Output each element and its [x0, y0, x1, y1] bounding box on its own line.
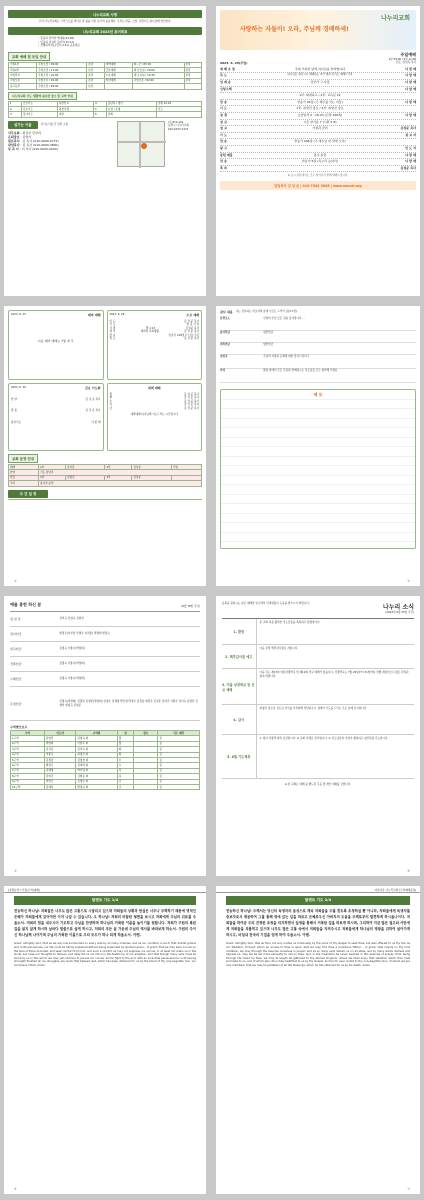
memo-box [220, 389, 416, 549]
page-number: ④ [14, 869, 17, 873]
ops-table [8, 464, 202, 487]
page-number: ⑦ [407, 1187, 410, 1191]
wed-row: 인 도 김 성 준 목사 [109, 320, 199, 323]
map-icon [118, 122, 166, 168]
service-time: 1부 09:00 / 2부 11:00 [388, 58, 416, 61]
friday-row: 말 씀 김 성 준 목사 [11, 409, 101, 413]
sermon-label: 주일예배 [400, 52, 416, 57]
list-item: 성 경 요한일서 2 : 18-23 (신약 390쪽) 다 함 께 [220, 113, 416, 120]
dawn-title: 새벽 예배 [147, 386, 161, 390]
news-footer-note: ※ 본 교회는 예배 중 핸드폰 무음 및 개인 대화를 금합니다. [284, 783, 352, 787]
page3-right [216, 596, 420, 876]
page1-right [216, 6, 420, 296]
prayer-korean: 전능하신 하나님! 저희들은 너무도 많은 고통으로 시달리고 있으며 저희들의 상황과 현실은 너무나 무력하기 때문에 영적인 은혜가 저희들에게 있어야만 이겨 나갈 수 있습니다. 오 하나님! 저희의 비참한 형편을 보시고 저희에게 주님의 위로를 주옵소서. 저희의 힘을 내주시어 기도하고 주님을 찬양하며 하나님의 거룩한 이름을 높이기를 원합니다. 저희가 구원의 복된 길을 잃지 않게 하시며 날마다 말씀으로 살게 하시고, 저희의 모든 삶 가운데 주님의 역사를 바라보게 하소서. 구원의 주이신 하나님께 나아가며 주님의 거룩한 이름으로 우리 모두가 하나 되게 하옵소서. 아멘. [14, 909, 196, 938]
list-item: 건축헌금 일반헌금 [220, 343, 416, 355]
prayer-title: 탈렌트 기도 2/4 [226, 896, 410, 905]
table-row: 예배 1부 김성준 2부 김성준 주일 [9, 465, 202, 470]
ops-title: 교회 운영 안내 [8, 454, 38, 463]
schedule-table [10, 730, 200, 790]
theme-text: 다음 테마 예배는 7월 첫 주 [37, 339, 74, 343]
table-row: 주차 봉사자 순번 [9, 481, 202, 486]
dawn-row: 수 김 성 준 목사 [109, 399, 199, 403]
offerings-list [10, 611, 200, 721]
list-item: 구제헌금 김영숙 이종수(박정희) [10, 672, 200, 687]
prayer-header: 아름다운 나누리교회 [구역예배공과] [216, 889, 420, 893]
page3-left [4, 596, 206, 876]
wed-row: 설 교 재미와 교회생활 김 성 준 목사 [109, 330, 199, 334]
theme-item: • 믿음의 섬김자 로마서(12:11) [38, 40, 75, 44]
table-row: 구역 인도자 구역원 일 장소 기도 제목 [11, 731, 200, 736]
worship-table [8, 62, 202, 90]
leader: 인도: 담임목 목사 [395, 61, 416, 65]
page4-right [216, 886, 420, 1194]
table-row: 3 집사기도 대한 6 본회 [9, 112, 202, 117]
dawn-row: 목 김 성 준 목사 [109, 403, 199, 407]
table-row: 8구역 김의진 김현준 외 목 집 [11, 774, 200, 779]
list-item: 선교헌금 김영숙 이종수(박정희) [10, 642, 200, 657]
page4-left [4, 886, 206, 1194]
page-number: ③ [407, 579, 410, 583]
list-item: 찬 송 찬송가 26장 (주 체주를 아는 이들) 다 함 께 [220, 100, 416, 107]
servant-row: 사무보좌 : 편집부 담당자 [8, 130, 41, 135]
dawn-row: 화 김 성 준 목사 [109, 396, 199, 400]
list-item: 입 례 송 성부가 그 사랑 다 함 께 [220, 80, 416, 87]
prayer-title: 탈렌트 기도 1/4 [14, 896, 196, 905]
table-row: 2 목요기도 과천성경 5 요청 / 운영 진도 [9, 106, 202, 111]
church-logo: 나누리교회 [381, 15, 410, 22]
servants-title: 섬기는 이들 [8, 121, 38, 129]
table-row: 9구역 박정우 김영민 외 금 집 [11, 779, 200, 784]
weekly-box [8, 499, 202, 529]
table-row: 7구역 김혜영 박진영 외 목 집 [11, 768, 200, 773]
table-row: 1구역 김영진 김영숙 외 월 집 [11, 736, 200, 741]
wed-row: 기 도 현 길 기 장 [109, 323, 199, 327]
table-row: 2구역 박정희 이종수 외 월 집 [11, 741, 200, 746]
list-item: 3. 여름 성경학교 및 선교 예배 다음 주는 제17회 여름성경학교 및 제12회 선교 예배가 있습니다. 성경학교는 7월 29일부터 31일까지 진행 예정이오니 많은 관심과 참여 바랍니다. [222, 669, 414, 705]
page-number: ⑥ [14, 1187, 17, 1191]
page-number: ② [14, 579, 17, 583]
wed-date: 2023. 6. 28 [109, 313, 125, 316]
friday-row: 통성기도 다 함 께 [11, 420, 101, 424]
dawn-row: 금 김 성 준 목사 [109, 406, 199, 410]
list-item: 광 고 인 도 자 [220, 146, 416, 153]
list-item: 목 도 하나님은 영이시니 예배하는 자가 영과 진리로 예배드리라 다 함 께 [220, 73, 416, 80]
theme-list [8, 35, 202, 49]
page2-left [4, 306, 206, 586]
wed-title: 수요 예배 [186, 313, 199, 317]
servant-row: 부 목 사 : 이 목사 (010-0000-0000) [8, 146, 58, 151]
list-item: 봉헌보도 사랑의 주님 모든 것을 감사합니다 ... [220, 317, 416, 331]
table-row: 주일학교 주일오전 / 10:00 본당 수요예배 매 수요일 / 19:30 본당 [9, 73, 202, 78]
list-item: 신앙고백 다 함 께 [220, 87, 416, 94]
intro-title: 나누리교회 기도 생활에 필요한 장소 및 교역 안내 [8, 92, 77, 100]
list-item: 찬 송 찬송가 6장 (목소리 높여서) 다 함 께 [220, 159, 416, 166]
mission-text: 우리 나누리교회는 그리스도를 머리로 한 몸을 이룬 유기적 공동체다. 우리는 믿음, 소망, 사랑으로 하나님께 헌신한다. [38, 20, 172, 23]
banner [220, 10, 416, 50]
table-row: 10구역 김재석 변정숙 외 금 집 [11, 784, 200, 789]
theme-title: 테마 예배 [87, 313, 101, 317]
table-row: 1 금요기도 북한선교 4 총남북 / 청년 집회 12:10 [9, 101, 202, 106]
list-item: 주정헌금 김영숙(박정희) 김경환 김영민(박정희) 김영수 김혜영 박진영 박정우 김경남 변정우 김성훈 김의진 이종수 김미숙 김영선 김재석 변정숙 김현준 [10, 687, 200, 721]
table-row: 중고등부 주일오전 / 09:00 본당 [9, 84, 202, 89]
list-item: 1부: 화개하고 / 2부: 교독문 21 [220, 93, 416, 100]
friday-box [8, 383, 104, 451]
prayer-english: Grant, Almighty God, that as thou not only invites us continually by the voice of thy Gospel to seek thee, but also offerest to us thy Son as our Mediator, through whom an access to thee is open, that we may find thee a propitious Father, - O grant, that relying on thy kind invitation, we may through the exercise ourselves in prayer; and as so many evils disturb us on all sides, and so many wants distress and oppress us, may we be led more earnestly to call on thee, and, in the meantime be never wearied in this exercise of prayer; that, being through life heard by thee, we may at length be gathered to thy eternal kingdom, where we shall enjoy that salvation which thou hast promised to us, and of which also, thou daily testifiest to us by thy Gospel, and be for ever united to thy only-begotten Son, of whom we are now members; that we may be partakers of all the blessings, which he has obtained for us by his death. Amen. [226, 942, 410, 967]
servants-sub: 성기는이들 간 담당 소원 [40, 123, 69, 127]
news-list [220, 317, 416, 383]
schedule-title: 구역별모보고 [10, 725, 28, 729]
servant-row: 원로목사 : 김 목사 (010-9999-0772) [8, 138, 59, 143]
list-item: 예 배 초 청 주의 거룩한 날에 하나님을 찬양합니다 다 함 께 [220, 67, 416, 74]
list-item: 축 복 김성준 목사 [220, 166, 416, 173]
mission-title: 나누리교회 사명 [8, 10, 202, 18]
list-item: 4. 감사 최영진 장로님 성도님 감사를 가족에게 전달하오니 집에서 기도를 드리는 모든 분께 감사합니다. [222, 705, 414, 735]
list-item: 봉헌 예물 감사 봉헌 다 함 께 [220, 153, 416, 160]
servants-list [8, 121, 114, 167]
worship-title: 교회 예배 및 모임 안내 [8, 52, 50, 61]
church-news-list [222, 618, 414, 779]
theme-date: 2023. 6. 25 [11, 313, 26, 316]
list-item: 5. 6월 기도제목 ① 청년 성경책 계속 보급합니다. ② 교회 자체로 선교합니다. ③ 성도님들의 가정이 행복하고 평안하길 기도합니다. [222, 735, 414, 779]
prayer-header: [성경요약 / 가정(구역)예배] [4, 889, 206, 893]
memo-title: 메 모 [313, 392, 323, 397]
page1-left [4, 6, 206, 296]
church-news-date: (2023년 6월 25일 주간) [385, 611, 414, 614]
friday-title: 금요 기도회 [84, 386, 101, 390]
table-row: 3구역 김성준 김미숙 외 화 집 [11, 747, 200, 752]
dawn-note: 새벽예배 하나님께 기도드리는 시간입니다 [130, 413, 179, 417]
address-box [168, 121, 202, 167]
theme-title: 나누리교회 2023년 표어목표 [8, 27, 202, 35]
wed-worship-box [107, 310, 203, 380]
servants-section [8, 121, 202, 167]
address-line: (우)314-101 [168, 120, 184, 124]
wed-row: 축 도 김 성 준 목사 [109, 337, 199, 341]
table-row: 주일오후 주일오후 / 02:00 본당 청년예배 주일오후 / 02:00 본당 [9, 78, 202, 83]
dawn-row: 월 김 성 준 목사 [109, 393, 199, 396]
intro-table [8, 101, 202, 118]
church-news-title: 나누리 소식 [382, 604, 414, 611]
address-line: 순천시 나누리교회 [168, 124, 189, 128]
list-item: 십 일 조 김미숙 김영숙 김영선 [10, 612, 200, 627]
list-item: 부탁 말씀 앞에서 모든 주님과 함께하시는 성도님들 모두 참석해 주세요 [220, 369, 416, 383]
weekly-title: 주 간 일 정 [8, 490, 48, 498]
dawn-box [107, 383, 203, 451]
news-title: 감사 내용 [220, 310, 233, 314]
list-item: 설 교 가정과 관리 김성준 목사 [220, 126, 416, 133]
list-item: 감사헌금 변정우(부친상 인명우 여러분) 박경희 변정숙 [10, 627, 200, 642]
wed-row: 찬 송 찬송가 218장 (너 둘) 수집 [109, 333, 199, 337]
table-row: 4구역 이종수 최영진 외 화 집 [11, 752, 200, 757]
friday-date: 2023. 6. 30 [11, 386, 26, 389]
news-intro-text: 등록을 원하시는 분은 예배당 입구에서 안내위원이 도움을 받으시기 바랍니다. [222, 602, 310, 605]
prayer-korean: 전능하신 하나님! 주께서는 당신의 독생자의 음성으로 계속 저희들을 주를 찾도록 초청하실 뿐 아니라, 저희들에게 독생자를 중보자로서 제공하여 그를 통해 영에 있는 길을 따르고 은혜로우신 아버지의 도움을 주께로부터 발견하게 하시옵나이다. 저희들을 하여금 우리 진정한 초청을 의지하면서 일생을 통해서 거룩한 길을 따르게 하시며, 그리하여 지금 많은 질고와 사탄에게 저희들을 괴롭히고 있으며 너무도 많은 고통 속에서 저희들을 지켜주시고 저희들에게 하나님의 영광을 위하여 살아가게 하시고, 마침내 천국의 기업을 얻게 하여 주옵소서. 아멘. [226, 909, 410, 938]
servant-row: 은퇴장로 : 김영석 [8, 134, 32, 139]
date-line: 2023. 6. 25(주일) [220, 60, 248, 65]
list-item: 감사헌금 일반헌금 [220, 331, 416, 343]
wed-row: 성 경 열 1:13 김성준 목사 [109, 326, 199, 330]
theme-worship-box [8, 310, 104, 380]
page2-right [216, 306, 420, 586]
table-row: 찬양 기도 담당자 [9, 470, 202, 475]
order-note: ※ 표시 부분에서는 모두 일어나서 함께 예배드립니다. [287, 174, 349, 178]
table-row: 주일1부 주일오전 / 09:00 본당 새벽예배 화~금 / 05:30 본당 [9, 62, 202, 67]
friday-row: 찬 양 김 성 준 목사 [11, 398, 101, 401]
offerings-date: (6월 18일 주간) [181, 604, 200, 608]
address-line: 010-XXXX-7227 [168, 127, 189, 131]
table-row: 6구역 변정우 김재석 외 수 집 [11, 763, 200, 768]
list-item: 찬 송 찬송가 296장 (주 예수님 내 맘에 오사) [220, 139, 416, 146]
table-row: 5구역 김경남 김영선 외 수 집 [11, 757, 200, 762]
list-item: 기 도 설 교 자 [220, 133, 416, 140]
banner-text: 사랑하는 자들이! 오라, 주님께 경배하세! [240, 26, 349, 33]
map-image [117, 121, 165, 167]
news-intro: 나는 감사하는 자소자의 음에 이르는 드리어 (딤2:7장) [235, 310, 297, 314]
table-row: 헌금 1부 김영진 2부 김성준 [9, 475, 202, 480]
order-list [220, 67, 416, 173]
list-item: 건축헌금 김영숙 이종수(박정희) [10, 657, 200, 672]
list-item: 1. 환영 본 교회 처음 출석한 성도님들을 축복하고 환영합니다. [222, 619, 414, 645]
list-item: 십일조 주님의 사랑과 은혜에 대한 감사드립니다 [220, 355, 416, 369]
theme-item: • 선행되어지는(딤후 2:21) 공동체로 [38, 44, 80, 48]
page-number: ⑤ [407, 869, 410, 873]
list-item: 2. 맥추감사절 예고 다음 주일 맥추감사절로 지킵니다. [222, 645, 414, 669]
footer-bar: 담임목사 김 성 준 | 010-7542-2008 | www.nanuri.org [220, 181, 416, 190]
theme-item: • 믿음의 관리자 역대하(31:28) [38, 37, 75, 41]
servant-row: 담임목사 : 김 목사 (010-9999-3800) [8, 142, 59, 147]
list-item: 설 교 시온 한가운 7 (시편 5:6) [220, 120, 416, 127]
offerings-title: 예물 봉헌 하신 분 [10, 602, 42, 607]
prayer-english: Grant, Almighty God, that as we are now surrounded on every side by so many miseries, and as our condition is such, that amidst groans and continual sorrows, our life could be hardly sustained without being supported by spiritual grace, - O grant, that we may learn to look on the face of thine Anointed, and seek comfort from him, and such a comfort as may not suppress our sorrow, or at least not retain us in the world, but raise our thoughts to heaven, and daily tell us our life is in the testimony of our adoption, and that though many evils must be borne by us in this world, we may yet continue to pursue our course, and to fight to the end, with an invincible perseverance, until having at length finished all our struggles, we reach that blessed rest, which has been obtained for us by the blood of thy only-begotten Son, our Lord Jesus Christ. Amen. [14, 942, 196, 967]
table-row: 주일2부 주일오전 / 11:00 본당 금요예배 매 금요일 / 20:00 본당 [9, 68, 202, 73]
list-item: 기 도 1부: 최영진 장로 / 2부: 최영진 장로 [220, 106, 416, 113]
